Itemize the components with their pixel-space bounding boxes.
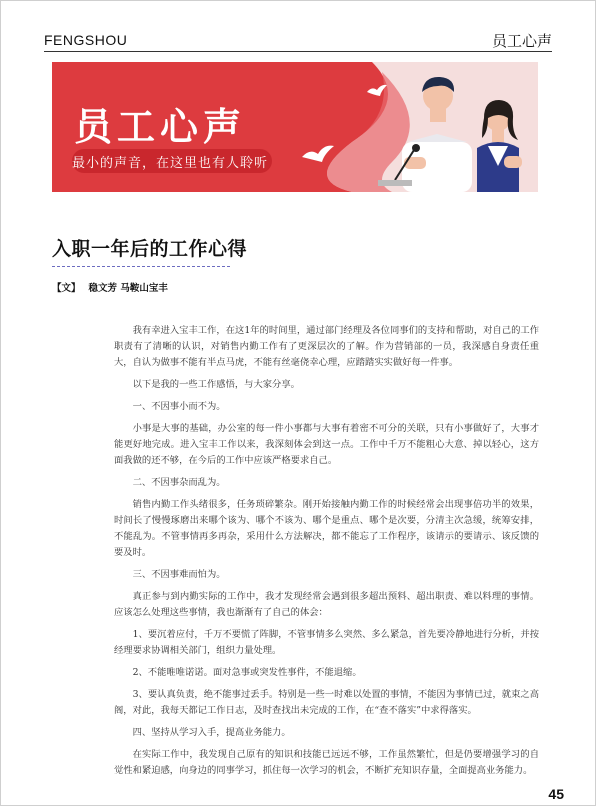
section-name: 员工心声 [491,32,552,50]
paragraph: 小事是大事的基础，办公室的每一件小事都与大事有着密不可分的关联，只有小事做好了，大事才能更好地完成。进入宝丰工作以来，我深刻体会到这一点。工作中千万不能粗心大意、掉以轻心，这方面我做的还不够，在今后的工作中应该严格要求自己。 [114,423,539,466]
section-heading: 四、坚持从学习入手，提高业务能力。 [132,727,291,738]
paragraph: 销售内勤工作头绪很多，任务琐碎繁杂。刚开始接触内勤工作的时候经常会出现事倍功半的效果，时间长了慢慢琢磨出来哪个该为、哪个不该为、哪个是重点、哪个是次要，分清主次急缓，统筹安排，不能乱为。不管事情再多再杂，采用什么方法解决，都不能忘了工作程序，该请示的要请示、该反馈的要及时。 [114,499,539,558]
section-heading: 三、不因事难而怕为。 [132,569,226,580]
list-item: 3、要认真负责，绝不能事过丢手。特别是一些一时难以处置的事情，不能因为事情已过，就束之高阁，对此，我每天都记工作日志，及时查找出未完成的工作，在“查不落实”中求得落实。 [114,689,539,716]
paragraph: 在实际工作中，我发现自己原有的知识和技能已远远不够，工作虽然繁忙，但是仍要增强学习的自觉性和紧迫感，向身边的同事学习，抓住每一次学习的机会，不断扩充知识存量，全面提高业务能力。 [114,749,539,776]
byline [52,280,176,294]
paragraph: 以下是我的一些工作感悟，与大家分享。 [132,379,300,390]
section-heading: 二、不因事杂而乱为。 [132,477,226,488]
list-item: 1、要沉着应付，千万不要慌了阵脚，不管事情多么突然、多么紧急，首先要冷静地进行分析，并按经理要求协调相关部门，组织力量处理。 [114,629,539,656]
article-title: 入职一年后的工作心得 [52,238,248,260]
list-item: 2、不能唯唯诺诺。面对急事或突发性事件，不能退缩。 [132,667,362,678]
section-heading: 一、不因事小而不为。 [132,401,226,412]
title-dashed-rule [52,266,230,267]
article-body [114,323,539,785]
byline-authors: 稳文芳 马鞍山宝丰 [88,283,168,294]
banner [52,62,538,192]
banner-subtitle: 最小的声音，在这里也有人聆听 [72,156,269,171]
paragraph: 我有幸进入宝丰工作，在这1年的时间里，通过部门经理及各位同事们的支持和帮助，对自己的工作职责有了清晰的认识，对销售内勤工作有了更深层次的了解。作为营销部的一员，我深感自身责任重大，自认为做事不能有半点马虎，不能有丝毫侥幸心理，应踏踏实实做好每一件事。 [114,325,539,368]
banner-title: 员工心声 [74,105,247,149]
header-rule [44,51,552,52]
page-number: 45 [548,786,564,802]
brand-name: FENGSHOU [44,32,128,48]
paragraph: 真正参与到内勤实际的工作中，我才发现经常会遇到很多超出预料、超出职责、难以料理的事情。应该怎么处理这些事情，我也渐渐有了自己的体会： [114,591,539,618]
page-header [44,30,552,52]
byline-tag: 【文】 [52,283,81,294]
